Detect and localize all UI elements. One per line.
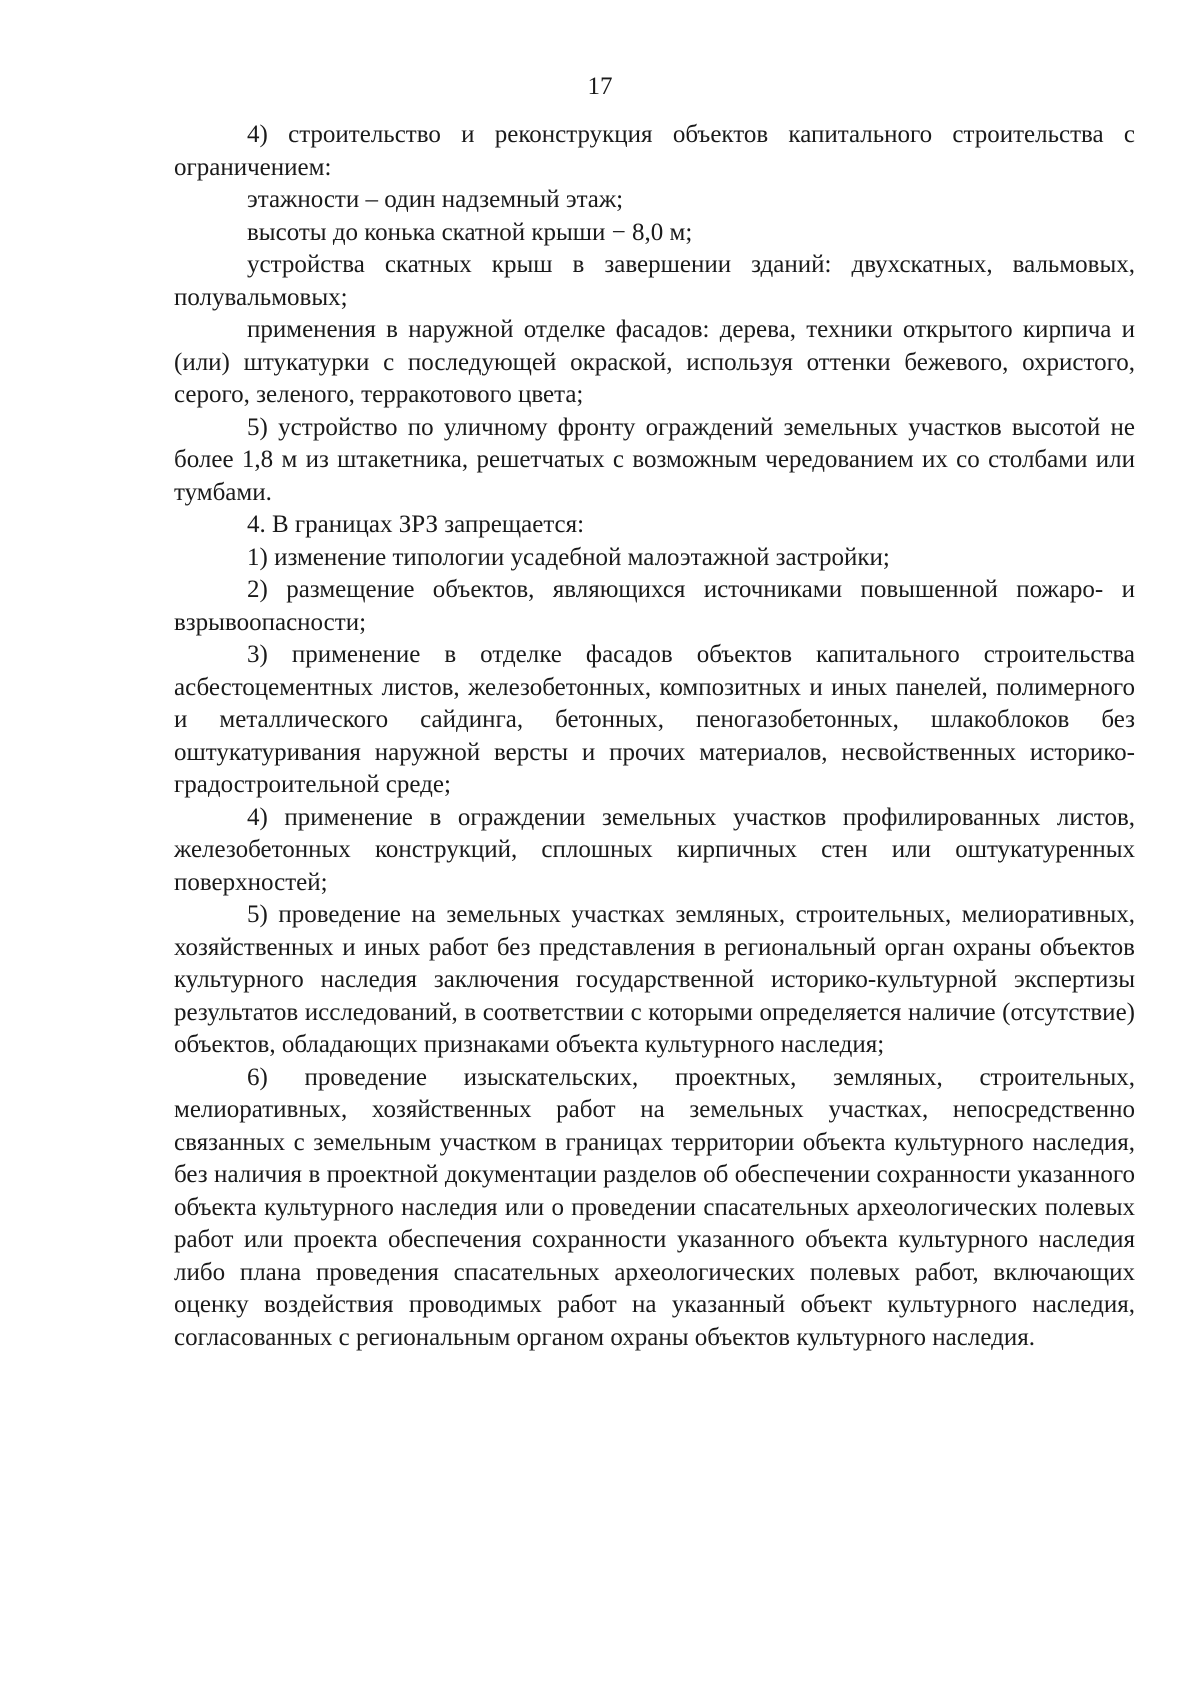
paragraph-prohibited-5: 5) проведение на земельных участках земляных, строительных, мелиоративных, хозяйственных и иных работ без представления в региональный орган охраны объектов культурного наследия заключения государственной историко-культурной экспертизы результатов исследований, в соответствии с которыми определяется наличие (отсутствие) объектов, обладающих признаками объекта культурного наследия; [174, 901, 1135, 1058]
paragraph-prohibited-1: 1) изменение типологии усадебной малоэтажной застройки; [247, 543, 890, 571]
paragraph-prohibited-3: 3) применение в отделке фасадов объектов капитального строительства асбестоцементных листов, железобетонных, композитных и иных панелей, полимерного и металлического сайдинга, бетонных, пеногазобетонных, шлакоблоков без оштукатуривания наружной версты и прочих материалов, несвойственных историко-градостроительной среде; [174, 641, 1135, 798]
paragraph-section-4-prohibited: 4. В границах ЗРЗ запрещается: [247, 511, 585, 538]
paragraph-item-5-fences: 5) устройство по уличному фронту ограждений земельных участков высотой не более 1,8 м из штакетника, решетчатых с возможным чередованием их со столбами или тумбами. [174, 413, 1135, 506]
paragraph-prohibited-4: 4) применение в ограждении земельных участков профилированных листов, железобетонных конструкций, сплошных кирпичных стен или оштукатуренных поверхностей; [174, 803, 1135, 896]
document-body [174, 119, 1135, 1354]
paragraph-storeys-limit: этажности – один надземный этаж; [247, 186, 624, 213]
paragraph-prohibited-2: 2) размещение объектов, являющихся источниками повышенной пожаро- и взрывоопасности; [174, 576, 1135, 636]
page-number: 17 [587, 73, 613, 100]
paragraph-facade-finish: применения в наружной отделке фасадов: дерева, техники открытого кирпича и (или) штукатурки с последующей окраской, используя оттенки бежевого, охристого, серого, зеленого, терракотового цвета; [174, 316, 1135, 408]
paragraph-prohibited-6: 6) проведение изыскательских, проектных, земляных, строительных, мелиоративных, хозяйственных работ на земельных участках, непосредственно связанных с земельным участком в границах территории объекта культурного наследия, без наличия в проектной документации разделов об обеспечении сохранности указанного объекта культурного наследия или о проведении спасательных археологических полевых работ или проекта обеспечения сохранности указанного объекта культурного наследия либо плана проведения спасательных археологических полевых работ, включающих оценку воздействия проводимых работ на указанный объект культурного наследия, согласованных с региональным органом охраны объектов культурного наследия. [174, 1063, 1135, 1351]
paragraph-pitched-roofs: устройства скатных крыш в завершении зданий: двухскатных, вальмовых, полувальмовых; [174, 251, 1135, 311]
paragraph-roof-height-limit: высоты до конька скатной крыши − 8,0 м; [247, 218, 693, 246]
paragraph-item-4-construction: 4) строительство и реконструкция объектов капитального строительства с ограничением: [174, 121, 1135, 181]
